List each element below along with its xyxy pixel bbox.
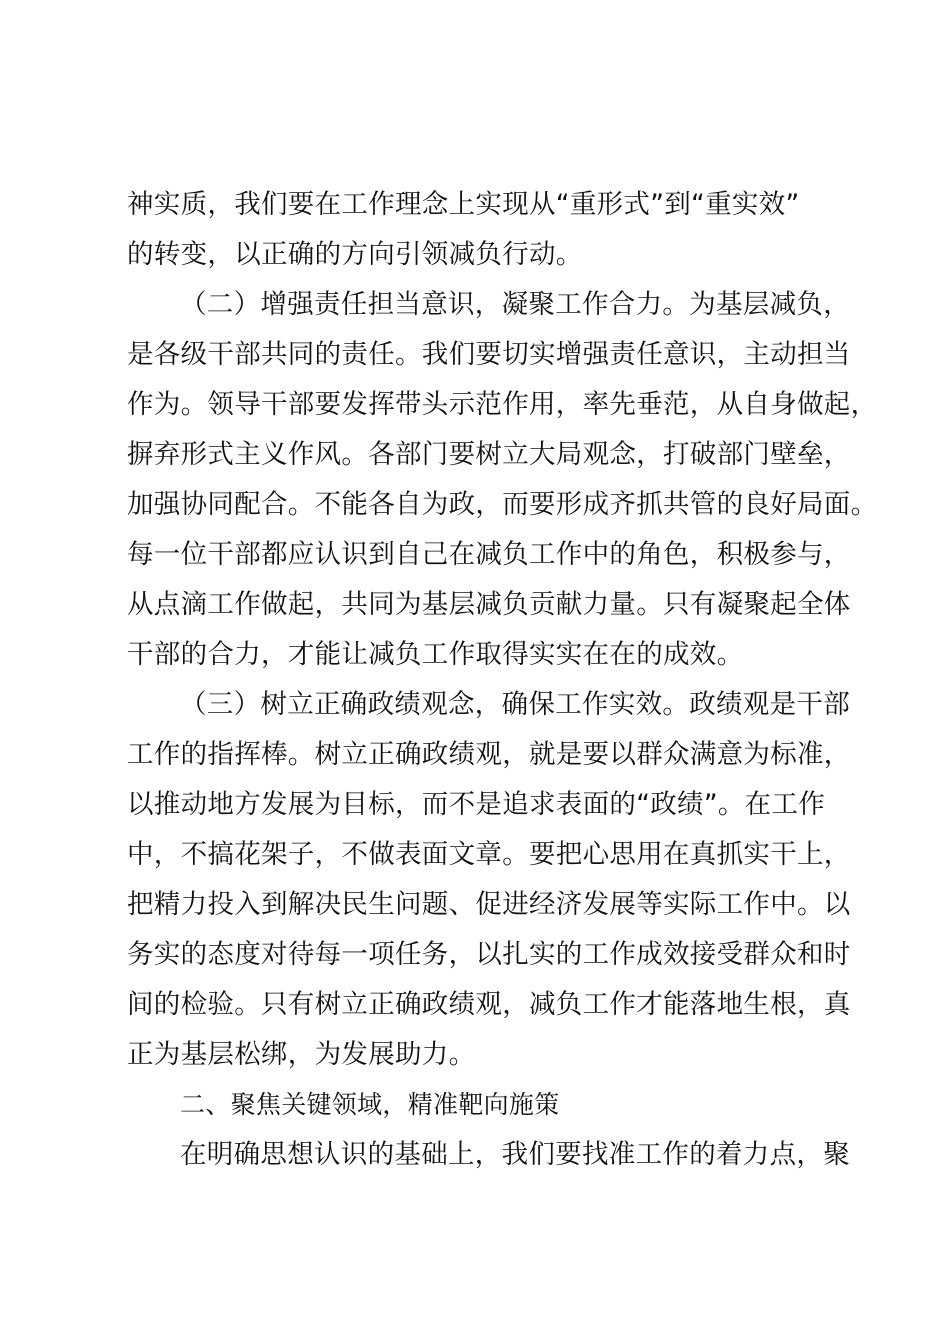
text-line-7: 加强协同配合。不能各自为政，而要形成齐抓共管的良好局面。	[127, 489, 878, 520]
text-line-10: 干部的合力，才能让减负工作取得实实在在的成效。	[127, 639, 744, 670]
text-line-8: 每一位干部都应认识到自己在减负工作中的角色，积极参与，	[127, 539, 851, 570]
text-line-16: 务实的态度对待每一项任务，以扎实的工作成效接受群众和时	[127, 939, 851, 970]
text-line-1: 神实质，我们要在工作理念上实现从“重形式”到“重实效”	[127, 189, 800, 220]
paragraph-3-first-line: （三）树立正确政绩观念，确保工作实效。政绩观是干部	[180, 689, 850, 720]
paragraph-4-first-line: 在明确思想认识的基础上，我们要找准工作的着力点，聚	[180, 1139, 850, 1170]
text-line-2: 的转变，以正确的方向引领减负行动。	[127, 239, 583, 270]
text-line-5: 作为。领导干部要发挥带头示范作用，率先垂范，从自身做起，	[127, 389, 878, 420]
paragraph-2-first-line: （二）增强责任担当意识，凝聚工作合力。为基层减负，	[180, 289, 850, 320]
text-line-13: 以推动地方发展为目标，而不是追求表面的“政绩”。在工作	[127, 789, 826, 820]
text-line-12: 工作的指挥棒。树立正确政绩观，就是要以群众满意为标准，	[127, 739, 851, 770]
text-line-18: 正为基层松绑，为发展助力。	[127, 1039, 476, 1070]
text-line-6: 摒弃形式主义作风。各部门要树立大局观念，打破部门壁垒，	[127, 439, 851, 470]
text-line-4: 是各级干部共同的责任。我们要切实增强责任意识，主动担当	[127, 339, 851, 370]
text-line-15: 把精力投入到解决民生问题、促进经济发展等实际工作中。以	[127, 889, 851, 920]
text-line-9: 从点滴工作做起，共同为基层减负贡献力量。只有凝聚起全体	[127, 589, 851, 620]
text-line-14: 中，不搞花架子，不做表面文章。要把心思用在真抓实干上，	[127, 839, 851, 870]
text-line-17: 间的检验。只有树立正确政绩观，减负工作才能落地生根，真	[127, 989, 851, 1020]
section-heading: 二、聚焦关键领域，精准靶向施策	[180, 1090, 560, 1119]
